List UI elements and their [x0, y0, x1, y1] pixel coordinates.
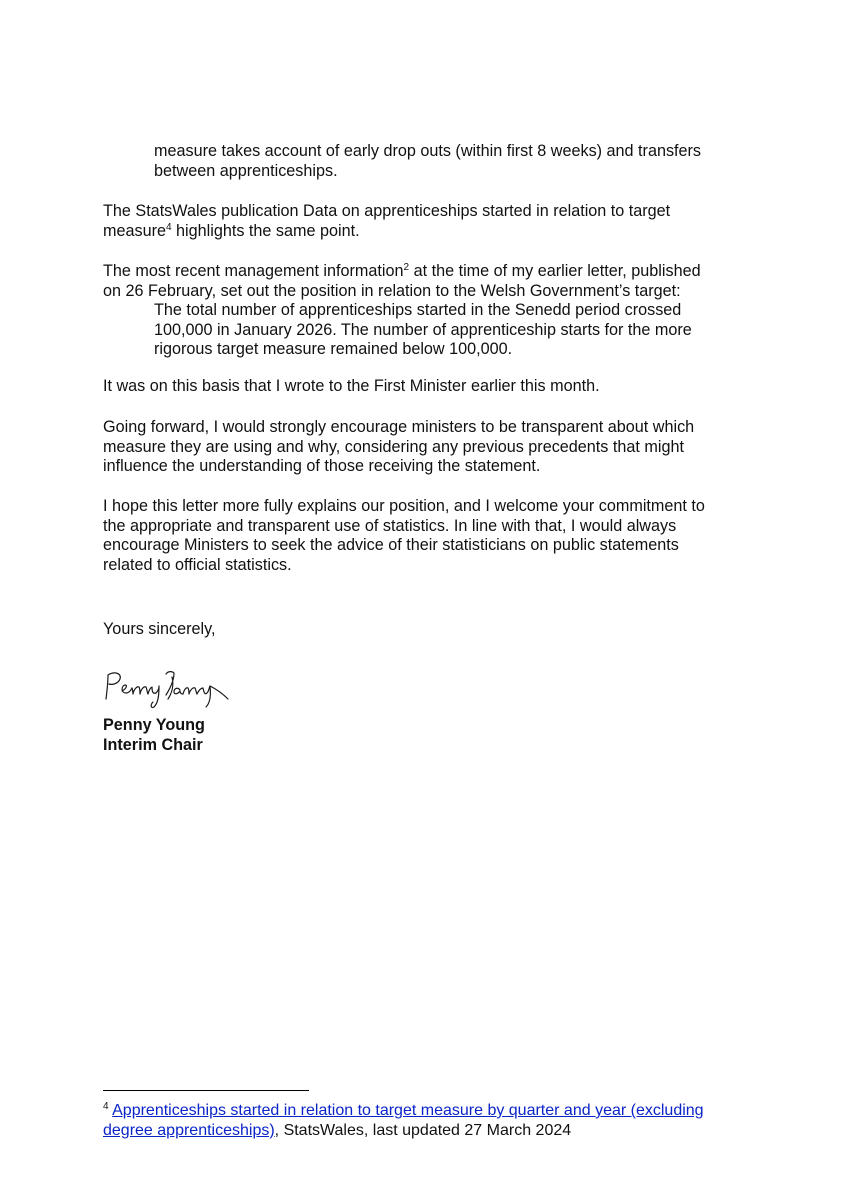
text-segment: at the time of my earlier letter, published — [409, 262, 701, 280]
paragraph-basis — [103, 377, 753, 397]
text-line: encourage Ministers to seek the advice of their statisticians on public statements — [103, 536, 679, 554]
text-line — [103, 1121, 763, 1141]
paragraph-hope — [103, 497, 753, 575]
text-line — [103, 262, 753, 282]
footnote-link[interactable]: Apprenticeships started in relation to target measure by quarter and year (excluding — [112, 1102, 704, 1119]
text-line — [103, 1101, 763, 1121]
text-line: influence the understanding of those receiving the statement. — [103, 457, 541, 475]
text-segment: highlights the same point. — [171, 221, 360, 240]
text-line: measure takes account of early drop outs (within first 8 weeks) and transfers — [154, 142, 702, 160]
footnote-ref: 2 — [403, 262, 410, 273]
paragraph-statswales — [103, 202, 753, 241]
text-line: I hope this letter more fully explains our position, and I welcome your commitment to — [103, 497, 705, 515]
paragraph-going-forward — [103, 418, 753, 477]
text-line: rigorous target measure remained below 100,000. — [154, 340, 513, 358]
text-line — [103, 222, 753, 242]
text-line: measure they are using and why, considering any previous precedents that might — [103, 437, 684, 456]
footnote-separator — [103, 1090, 309, 1091]
text-line: The StatsWales publication Data on apprenticeships started in relation to target — [103, 202, 671, 220]
handwritten-signature — [100, 663, 240, 711]
indented-quote — [154, 301, 754, 360]
text-line: related to official statistics. — [103, 555, 292, 574]
text-line: Yours sincerely, — [103, 620, 216, 638]
text-line: on 26 February, set out the position in relation to the Welsh Government’s target: — [103, 281, 681, 300]
text-line: between apprenticeships. — [154, 161, 338, 180]
signatory-title: Interim Chair — [103, 735, 203, 754]
text-line: Going forward, I would strongly encourage ministers to be transparent about which — [103, 418, 695, 436]
footnote-marker: 4 — [103, 1101, 109, 1112]
text-line: 100,000 in January 2026. The number of apprenticeship starts for the more — [154, 320, 692, 339]
text-line: The total number of apprenticeships started in the Senedd period crossed — [154, 301, 682, 319]
footnote-source: , StatsWales, last updated 27 March 2024 — [274, 1121, 572, 1139]
footnote-link[interactable]: degree apprenticeships) — [103, 1121, 275, 1139]
paragraph-management-info — [103, 262, 753, 301]
signatory-name: Penny Young — [103, 716, 205, 734]
text-segment: The most recent management information — [103, 262, 404, 280]
continued-list-item — [154, 142, 754, 181]
footnote — [103, 1101, 763, 1140]
text-line: the appropriate and transparent use of statistics. In line with that, I would always — [103, 516, 677, 535]
signatory-block — [103, 716, 753, 755]
closing-salutation — [103, 620, 753, 640]
footnote-ref: 4 — [165, 221, 172, 233]
text-line: It was on this basis that I wrote to the First Minister earlier this month. — [103, 377, 600, 395]
text-segment: measure — [103, 221, 166, 240]
